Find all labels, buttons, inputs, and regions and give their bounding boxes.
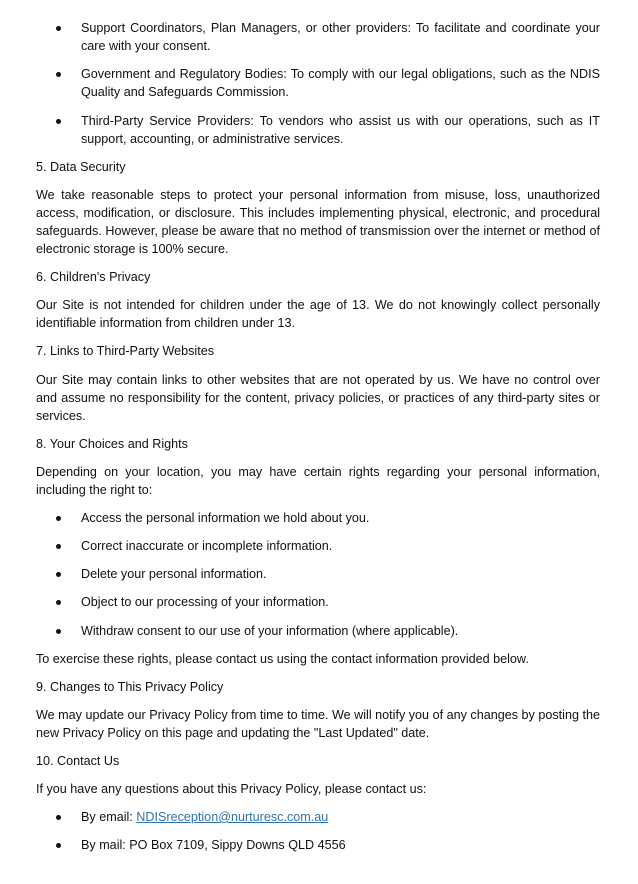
contact-paragraph: If you have any questions about this Privacy Policy, please contact us: bbox=[36, 782, 427, 796]
choices-rights-paragraph: Depending on your location, you may have certain rights regarding your personal information, including the right to: bbox=[36, 465, 600, 497]
mail-address: By mail: PO Box 7109, Sippy Downs QLD 4556 bbox=[81, 838, 346, 852]
section-heading-childrens-privacy: 6. Children's Privacy bbox=[36, 270, 151, 284]
section-heading-choices-rights: 8. Your Choices and Rights bbox=[36, 437, 188, 451]
email-label: By email: bbox=[81, 810, 137, 824]
contact-email-item bbox=[36, 808, 600, 826]
list-item-text: Object to our processing of your information. bbox=[81, 595, 329, 609]
email-link[interactable]: NDISreception@nurturesc.com.au bbox=[136, 810, 329, 824]
section-heading-contact: 10. Contact Us bbox=[36, 754, 120, 768]
third-party-links-paragraph: Our Site may contain links to other websites that are not operated by us. We have no control over and assume no responsibility for the content, privacy policies, or practices of any third-party sites or services. bbox=[36, 373, 600, 423]
choices-rights-footer: To exercise these rights, please contact us using the contact information provided below. bbox=[36, 652, 529, 666]
list-item bbox=[36, 622, 600, 640]
bullet-icon bbox=[56, 572, 61, 577]
list-item bbox=[36, 565, 600, 583]
list-item bbox=[36, 65, 600, 101]
list-item bbox=[36, 593, 600, 611]
bullet-icon bbox=[56, 600, 61, 605]
list-item-text: Delete your personal information. bbox=[81, 567, 267, 581]
data-security-paragraph: We take reasonable steps to protect your personal information from misuse, loss, unauthorized access, modification, or disclosure. This includes implementing physical, electronic, and procedural safeguards. However, please be aware that no method of transmission over the internet or method of electronic storage is 100% secure. bbox=[36, 188, 600, 256]
list-item-text: Third-Party Service Providers: To vendors who assist us with our operations, such as IT support, accounting, or administrative services. bbox=[81, 114, 600, 146]
list-item bbox=[36, 537, 600, 555]
list-item-text: Access the personal information we hold about you. bbox=[81, 511, 370, 525]
bullet-icon bbox=[56, 629, 61, 634]
childrens-privacy-paragraph: Our Site is not intended for children under the age of 13. We do not knowingly collect personally identifiable information from children under 13. bbox=[36, 298, 600, 330]
list-item bbox=[36, 112, 600, 148]
bullet-icon bbox=[56, 26, 61, 31]
contact-mail-item bbox=[36, 836, 600, 854]
section-heading-data-security: 5. Data Security bbox=[36, 160, 126, 174]
list-item-text: Support Coordinators, Plan Managers, or other providers: To facilitate and coordinate your care with your consent. bbox=[81, 21, 600, 53]
list-item-text: Withdraw consent to our use of your information (where applicable). bbox=[81, 624, 459, 638]
list-item bbox=[36, 19, 600, 55]
list-item-text: Government and Regulatory Bodies: To comply with our legal obligations, such as the NDIS Quality and Safeguards Commission. bbox=[81, 67, 600, 99]
section-heading-changes: 9. Changes to This Privacy Policy bbox=[36, 680, 224, 694]
changes-paragraph: We may update our Privacy Policy from time to time. We will notify you of any changes by posting the new Privacy Policy on this page and updating the "Last Updated" date. bbox=[36, 708, 600, 740]
list-item-text: Correct inaccurate or incomplete information. bbox=[81, 539, 333, 553]
section-heading-third-party-links: 7. Links to Third-Party Websites bbox=[36, 344, 215, 358]
bullet-icon bbox=[56, 815, 61, 820]
bullet-icon bbox=[56, 72, 61, 77]
list-item bbox=[36, 509, 600, 527]
bullet-icon bbox=[56, 843, 61, 848]
bullet-icon bbox=[56, 516, 61, 521]
bullet-icon bbox=[56, 119, 61, 124]
bullet-icon bbox=[56, 544, 61, 549]
